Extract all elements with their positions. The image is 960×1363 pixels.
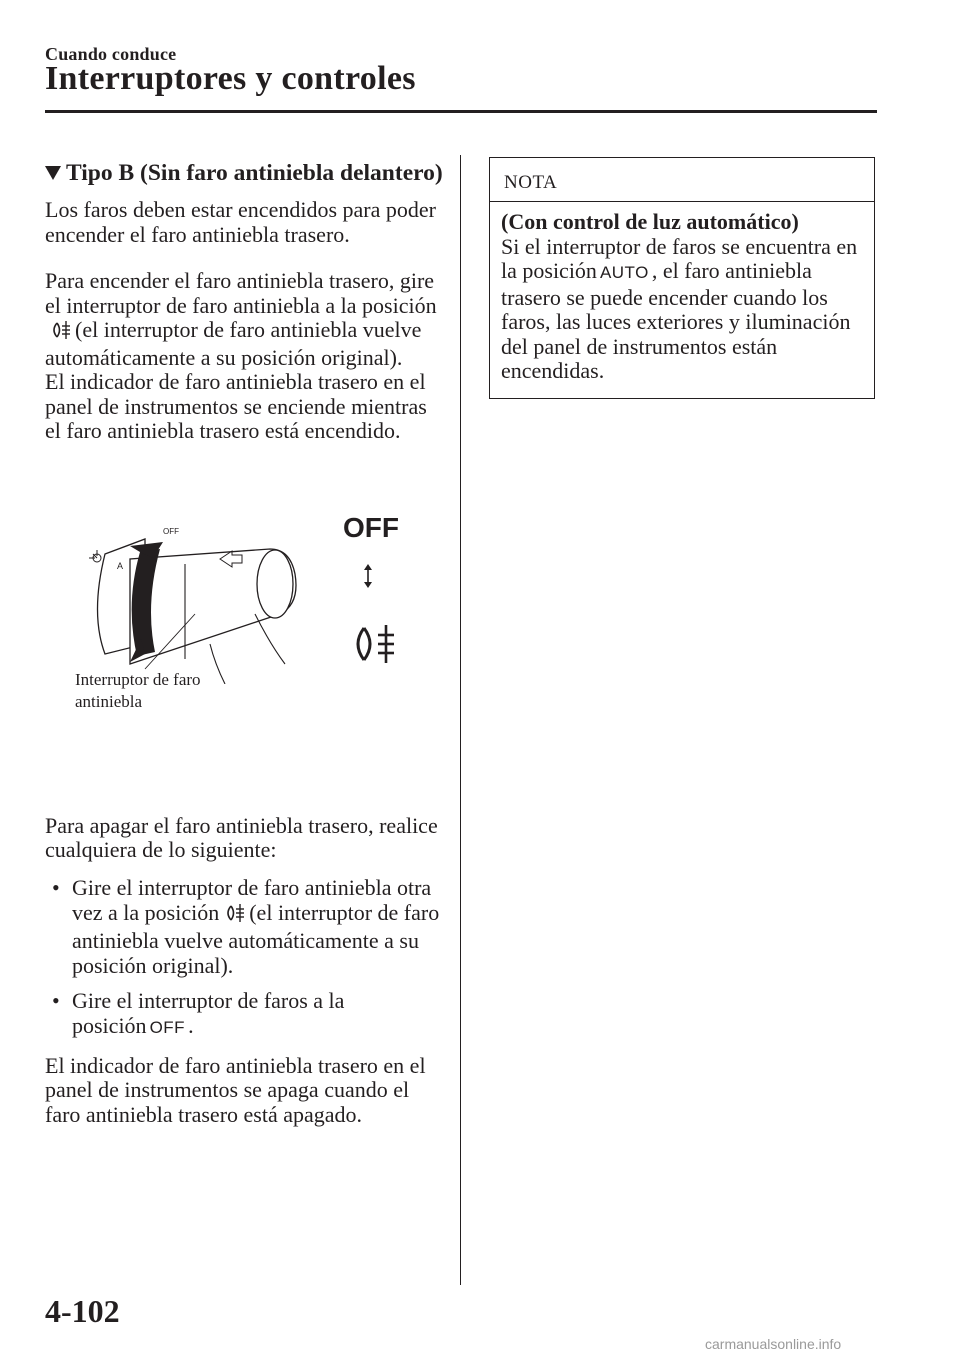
fog-switch-figure — [45, 474, 445, 804]
note-box — [489, 157, 875, 399]
turn-off-indicator-paragraph: El indicador de faro antiniebla trasero en el panel de instrumentos se apaga cuando el faro antiniebla trasero está apagado. — [45, 1052, 426, 1127]
svg-text:A: A — [117, 560, 124, 571]
watermark: carmanualsonline.info — [705, 1336, 842, 1352]
subheading-text: Tipo B (Sin faro antiniebla delantero) — [66, 160, 443, 186]
figure-caption — [75, 669, 275, 713]
turn-on-paragraph — [45, 269, 445, 444]
rear-fog-light-icon — [350, 624, 396, 664]
svg-text:OFF: OFF — [163, 526, 179, 536]
left-column — [45, 158, 445, 1127]
page-title: Interruptores y controles — [45, 60, 416, 97]
list-item-text-a: Gire el interruptor de faros a la posición — [72, 987, 345, 1038]
note-heading: NOTA — [490, 158, 874, 202]
figure-caption-line1: Interruptor de faro — [75, 669, 201, 689]
note-body — [490, 202, 874, 384]
off-position-label: OFF — [343, 511, 399, 543]
off-symbol: OFF — [149, 1017, 186, 1037]
note-text-a: Si el interruptor de faros se encuentra en la posición — [501, 233, 858, 283]
figure-caption-line2: antiniebla — [75, 691, 143, 711]
bullet-icon: • — [52, 874, 60, 900]
list-item — [45, 875, 445, 978]
subheading — [45, 158, 445, 188]
rear-fog-light-icon — [223, 903, 245, 928]
triangle-marker-icon — [45, 166, 61, 180]
header-rule — [45, 110, 877, 113]
list-item-text-a: Gire el interruptor de faro antiniebla otra vez a la posición — [72, 874, 432, 925]
column-divider — [460, 155, 461, 1285]
indicator-text: El indicador de faro antiniebla trasero en el panel de instrumentos se enciende mientras el faro antiniebla trasero está encendido. — [45, 369, 427, 443]
rear-fog-light-icon — [49, 320, 71, 346]
note-text — [501, 235, 862, 384]
turn-off-list — [45, 875, 445, 1040]
auto-symbol: AUTO — [599, 263, 649, 282]
turn-on-text-b: (el interruptor de faro antiniebla vuelve automáticamente a su posición original). — [45, 317, 422, 370]
bullet-icon: • — [52, 987, 60, 1013]
page-number: 4-102 — [45, 1293, 120, 1329]
list-item-text-b: (el interruptor de faro antiniebla vuelve automáticamente a su posición original). — [72, 899, 440, 978]
turn-on-text-a: Para encender el faro antiniebla trasero, gire el interruptor de faro antiniebla a la posición — [45, 268, 437, 318]
intro-paragraph: Los faros deben estar encendidos para poder encender el faro antiniebla trasero. — [45, 197, 436, 247]
turn-off-intro: Para apagar el faro antiniebla trasero, realice cualquiera de lo siguiente: — [45, 812, 438, 862]
note-subheading: (Con control de luz automático) — [501, 209, 799, 234]
list-item-text-b: . — [188, 1012, 194, 1038]
list-item — [45, 988, 445, 1040]
section-label: Cuando conduce — [45, 44, 177, 64]
note-text-b: , el faro antiniebla trasero se puede encender cuando los faros, las luces exteriores y iluminación del panel de instrumentos están encendidas. — [501, 258, 851, 383]
